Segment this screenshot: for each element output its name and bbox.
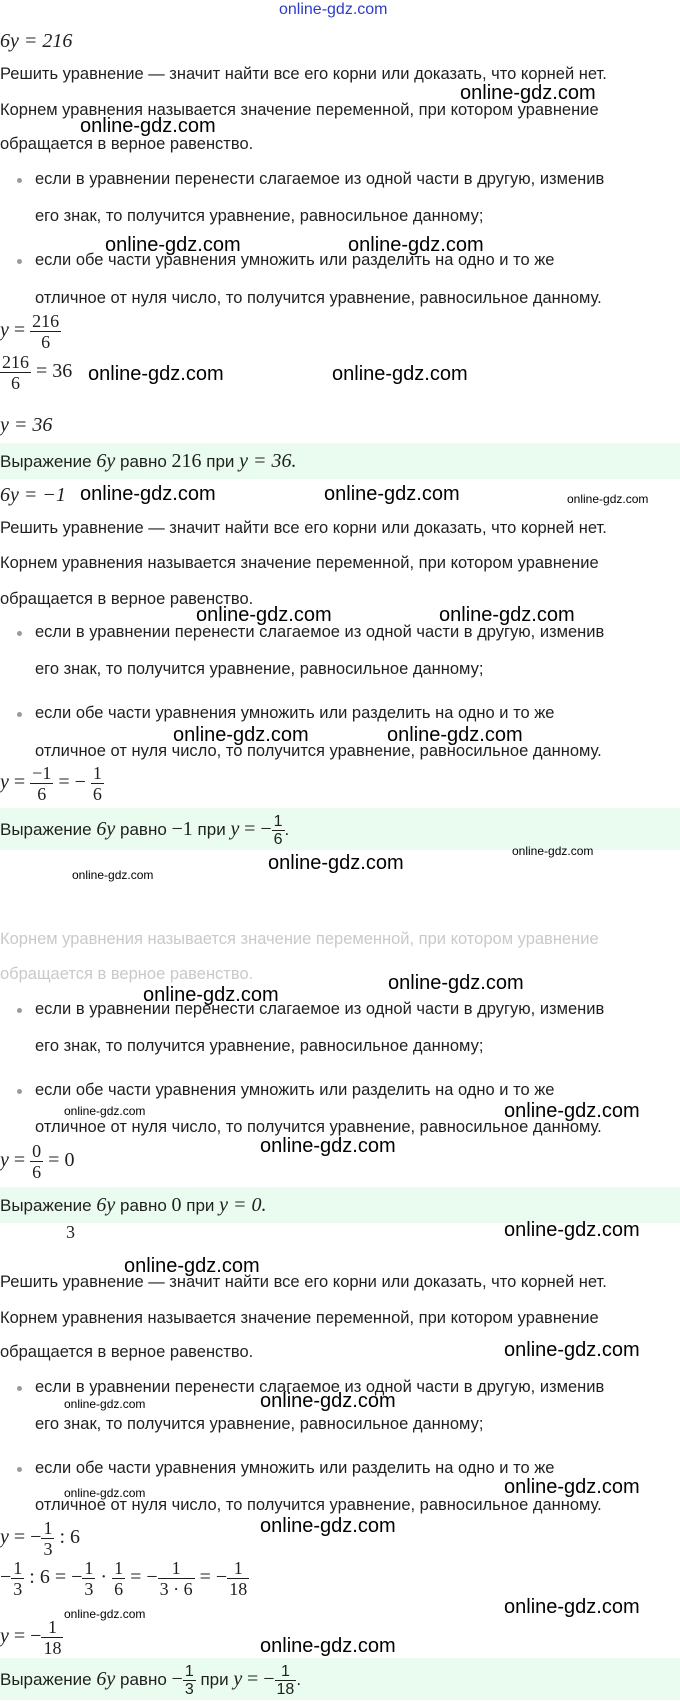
rule-bullet-1-line1: если в уравнении перенести слагаемое из одной части в другую, изменив — [35, 170, 674, 189]
equation-2: 6y = −1 — [0, 484, 66, 506]
rule-definition: Решить уравнение — значит найти все его корни или доказать, что корней нет. — [0, 1273, 607, 1291]
rule-bullet-1-line2: его знак, то получится уравнение, равносильное данному; — [35, 660, 484, 678]
step-fraction-2: y = $\frac{-1}{6}$ = − $\frac{1}{6}$ — [0, 763, 102, 804]
rule-root-line1: Корнем уравнения называется значение переменной, при котором уравнение — [0, 1309, 599, 1327]
rule-definition: Решить уравнение — значит найти все его корни или доказать, что корней нет. — [0, 519, 607, 537]
rule-bullet-2-line1: если обе части уравнения умножить или разделить на одно и то же — [35, 1459, 674, 1478]
rule-root-line1: Корнем уравнения называется значение переменной, при котором уравнение — [0, 101, 599, 119]
watermark: online-gdz.com — [388, 972, 524, 994]
rule-root-line1: Корнем уравнения называется значение переменной, при котором уравнение — [0, 930, 599, 948]
watermark: online-gdz.com — [80, 115, 216, 137]
watermark: online-gdz.com — [460, 82, 596, 104]
rule-definition: Решить уравнение — значит найти все его корни или доказать, что корней нет. — [0, 65, 607, 83]
watermark-small: online-gdz.com — [567, 492, 649, 506]
step-4-2: − $\frac{1}{3}$ : 6 = − $\frac{1}{3}$ · $\frac{1}{6}$ = − $\frac{1}{3 \cdot 6}$ = − $\frac{1}{18}$ — [0, 1558, 248, 1599]
partial-next-equation: 3 — [66, 1222, 75, 1242]
rule-bullet-2-line1: если обе части уравнения умножить или разделить на одно и то же — [35, 1081, 674, 1100]
watermark-small: online-gdz.com — [64, 1607, 146, 1621]
watermark: online-gdz.com — [260, 1515, 396, 1537]
watermark-top: online-gdz.com — [279, 1, 388, 18]
rule-root-line2: обращается в верное равенство. — [0, 965, 254, 983]
result-4: Выражение 6y равно − $\frac{1}{3}$ при y = − $\frac{1}{18}$ . — [0, 1658, 680, 1700]
rule-bullet-2-line2: отличное от нуля число, то получится уравнение, равносильное данному. — [35, 742, 602, 760]
watermark: online-gdz.com — [80, 483, 216, 505]
watermark: online-gdz.com — [387, 724, 523, 746]
watermark: online-gdz.com — [504, 1100, 640, 1122]
watermark: online-gdz.com — [332, 363, 468, 385]
watermark: online-gdz.com — [504, 1596, 640, 1618]
rule-bullet-2-line1: если обе части уравнения умножить или разделить на одно и то же — [35, 704, 674, 723]
watermark: online-gdz.com — [173, 724, 309, 746]
answer-4: y = − $\frac{1}{18}$ — [0, 1617, 62, 1658]
step-fraction-1: y = $\frac{216}{6}$ — [0, 311, 60, 352]
rule-bullet-1-line1: если в уравнении перенести слагаемое из одной части в другую, изменив — [35, 1378, 674, 1397]
watermark: online-gdz.com — [504, 1339, 640, 1361]
watermark: online-gdz.com — [196, 604, 332, 626]
rule-bullet-2-line2: отличное от нуля число, то получится уравнение, равносильное данному. — [35, 1118, 602, 1136]
result-1: Выражение 6y равно 216 при y = 36. — [0, 443, 680, 479]
watermark: online-gdz.com — [260, 1635, 396, 1657]
answer-1: y = 36 — [0, 414, 53, 436]
step-division-1: $\frac{216}{6}$ = 36 — [2, 352, 73, 393]
watermark: online-gdz.com — [105, 234, 241, 256]
rule-bullet-1-line2: его знак, то получится уравнение, равносильное данному; — [35, 1037, 484, 1055]
watermark-small: online-gdz.com — [512, 844, 594, 858]
result-2: Выражение 6y равно −1 при y = − $\frac{1}{6}$ . — [0, 808, 680, 850]
watermark-small: online-gdz.com — [64, 1104, 146, 1118]
rule-bullet-1-line1: если в уравнении перенести слагаемое из одной части в другую, изменив — [35, 1000, 674, 1019]
rule-root-line1: Корнем уравнения называется значение переменной, при котором уравнение — [0, 554, 599, 572]
result-3: Выражение 6y равно 0 при y = 0. — [0, 1187, 680, 1223]
watermark-small: online-gdz.com — [64, 1397, 146, 1411]
watermark: online-gdz.com — [268, 852, 404, 874]
watermark: online-gdz.com — [260, 1390, 396, 1412]
watermark: online-gdz.com — [439, 604, 575, 626]
watermark: online-gdz.com — [348, 234, 484, 256]
step-fraction-3: y = $\frac{0}{6}$ = 0 — [0, 1141, 75, 1182]
rule-root-line2: обращается в верное равенство. — [0, 1343, 254, 1361]
rule-bullet-2-line2: отличное от нуля число, то получится уравнение, равносильное данному. — [35, 1496, 602, 1514]
rule-bullet-1-line1: если в уравнении перенести слагаемое из одной части в другую, изменив — [35, 623, 674, 642]
rule-bullet-1-line2: его знак, то получится уравнение, равносильное данному; — [35, 207, 484, 225]
watermark: online-gdz.com — [124, 1255, 260, 1277]
watermark: online-gdz.com — [504, 1476, 640, 1498]
watermark: online-gdz.com — [260, 1135, 396, 1157]
watermark: online-gdz.com — [143, 984, 279, 1006]
step-4-1: y = − $\frac{1}{3}$ : 6 — [0, 1518, 81, 1559]
rule-bullet-2-line1: если обе части уравнения умножить или разделить на одно и то же — [35, 251, 674, 270]
rule-bullet-2-line2: отличное от нуля число, то получится уравнение, равносильное данному. — [35, 289, 602, 307]
watermark: online-gdz.com — [324, 483, 460, 505]
equation-1: 6y = 216 — [0, 30, 73, 52]
rule-root-line2: обращается в верное равенство. — [0, 590, 254, 608]
rule-root-line2: обращается в верное равенство. — [0, 135, 254, 153]
rule-bullet-1-line2: его знак, то получится уравнение, равносильное данному; — [35, 1415, 484, 1433]
watermark-small: online-gdz.com — [72, 868, 154, 882]
watermark-small: online-gdz.com — [64, 1486, 146, 1500]
watermark: online-gdz.com — [504, 1219, 640, 1241]
watermark: online-gdz.com — [88, 363, 224, 385]
